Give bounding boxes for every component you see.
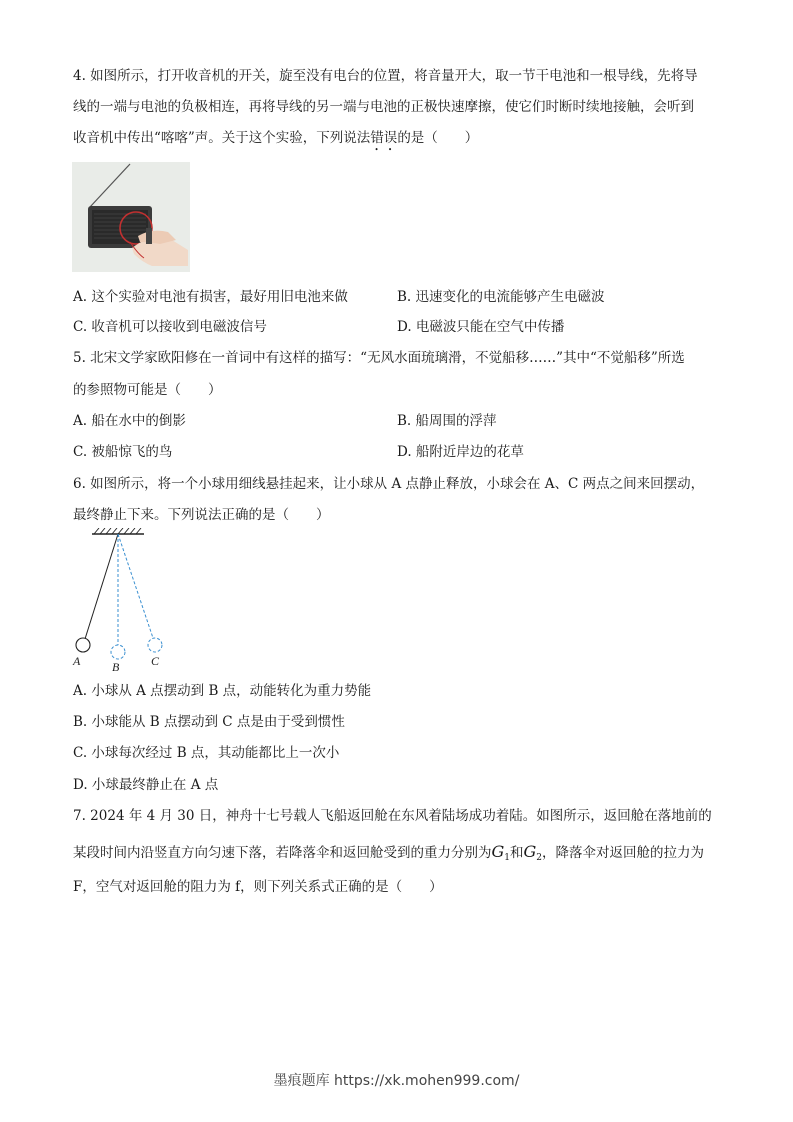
q4-option-a: A. 这个实验对电池有损害，最好用旧电池来做 xyxy=(73,289,348,305)
label-b: B xyxy=(112,660,120,674)
q7-line-2 xyxy=(73,842,704,868)
footer-watermark: 墨痕题库 https://xk.mohen999.com/ xyxy=(273,1073,520,1089)
label-c: C xyxy=(151,654,160,668)
q6-line-2: 最终静止下来。下列说法正确的是（ ） xyxy=(73,507,330,523)
q5-option-b: B. 船周围的浮萍 xyxy=(397,413,497,429)
q4-option-d: D. 电磁波只能在空气中传播 xyxy=(397,319,565,335)
g2-symbol: G xyxy=(523,842,537,861)
g2-subscript: 2 xyxy=(536,853,543,863)
q5-option-a: A. 船在水中的倒影 xyxy=(73,413,186,429)
q4-line-3 xyxy=(73,128,478,154)
q4-emphasis-word: 错误 xyxy=(370,130,398,146)
q4-line-3-post: 的是（ ） xyxy=(397,130,479,146)
pendulum-diagram xyxy=(70,528,180,680)
q4-line-3-pre: 收音机中传出“喀喀”声。关于这个实验，下列说法 xyxy=(73,130,371,146)
radio-experiment-photo xyxy=(72,162,190,272)
q4-line-1: 4. 如图所示，打开收音机的开关，旋至没有电台的位置，将音量开大，取一节干电池和一根导线，先将导 xyxy=(73,68,698,84)
q5-line-2: 的参照物可能是（ ） xyxy=(73,382,222,398)
q7-and: 和 xyxy=(510,845,524,861)
q7-line-2-pre: 某段时间内沿竖直方向匀速下落，若降落伞和返回舱受到的重力分别为 xyxy=(73,845,492,861)
q7-line-3: F，空气对返回舱的阻力为 f，则下列关系式正确的是（ ） xyxy=(73,879,443,895)
q7-line-1: 7. 2024 年 4 月 30 日，神舟十七号载人飞船返回舱在东风着陆场成功着陆。如图所示，返回舱在落地前的 xyxy=(73,808,712,824)
label-a: A xyxy=(73,654,81,668)
g1-symbol: G xyxy=(491,842,505,861)
q5-line-1: 5. 北宋文学家欧阳修在一首词中有这样的描写：“无风水面琉璃滑，不觉船移……”其中“不觉船移”所选 xyxy=(73,350,685,366)
q5-option-d: D. 船附近岸边的花草 xyxy=(397,444,524,460)
q5-option-c: C. 被船惊飞的鸟 xyxy=(73,444,173,460)
q4-option-b: B. 迅速变化的电流能够产生电磁波 xyxy=(397,289,605,305)
q4-line-2: 线的一端与电池的负极相连，再将导线的另一端与电池的正极快速摩擦，使它们时断时续地接触，会听到 xyxy=(73,99,694,115)
g1-subscript: 1 xyxy=(504,853,511,863)
q6-option-b: B. 小球能从 B 点摆动到 C 点是由于受到惯性 xyxy=(73,714,345,730)
q6-option-c: C. 小球每次经过 B 点，其动能都比上一次小 xyxy=(73,745,340,761)
q6-option-a: A. 小球从 A 点摆动到 B 点，动能转化为重力势能 xyxy=(73,683,372,699)
q4-option-c: C. 收音机可以接收到电磁波信号 xyxy=(73,319,267,335)
q6-line-1: 6. 如图所示，将一个小球用细线悬挂起来，让小球从 A 点静止释放，小球会在 A、C 两点之间来回摆动， xyxy=(73,476,705,492)
q6-option-d: D. 小球最终静止在 A 点 xyxy=(73,777,219,793)
q7-line-2-post: ，降落伞对返回舱的拉力为 xyxy=(542,845,705,861)
